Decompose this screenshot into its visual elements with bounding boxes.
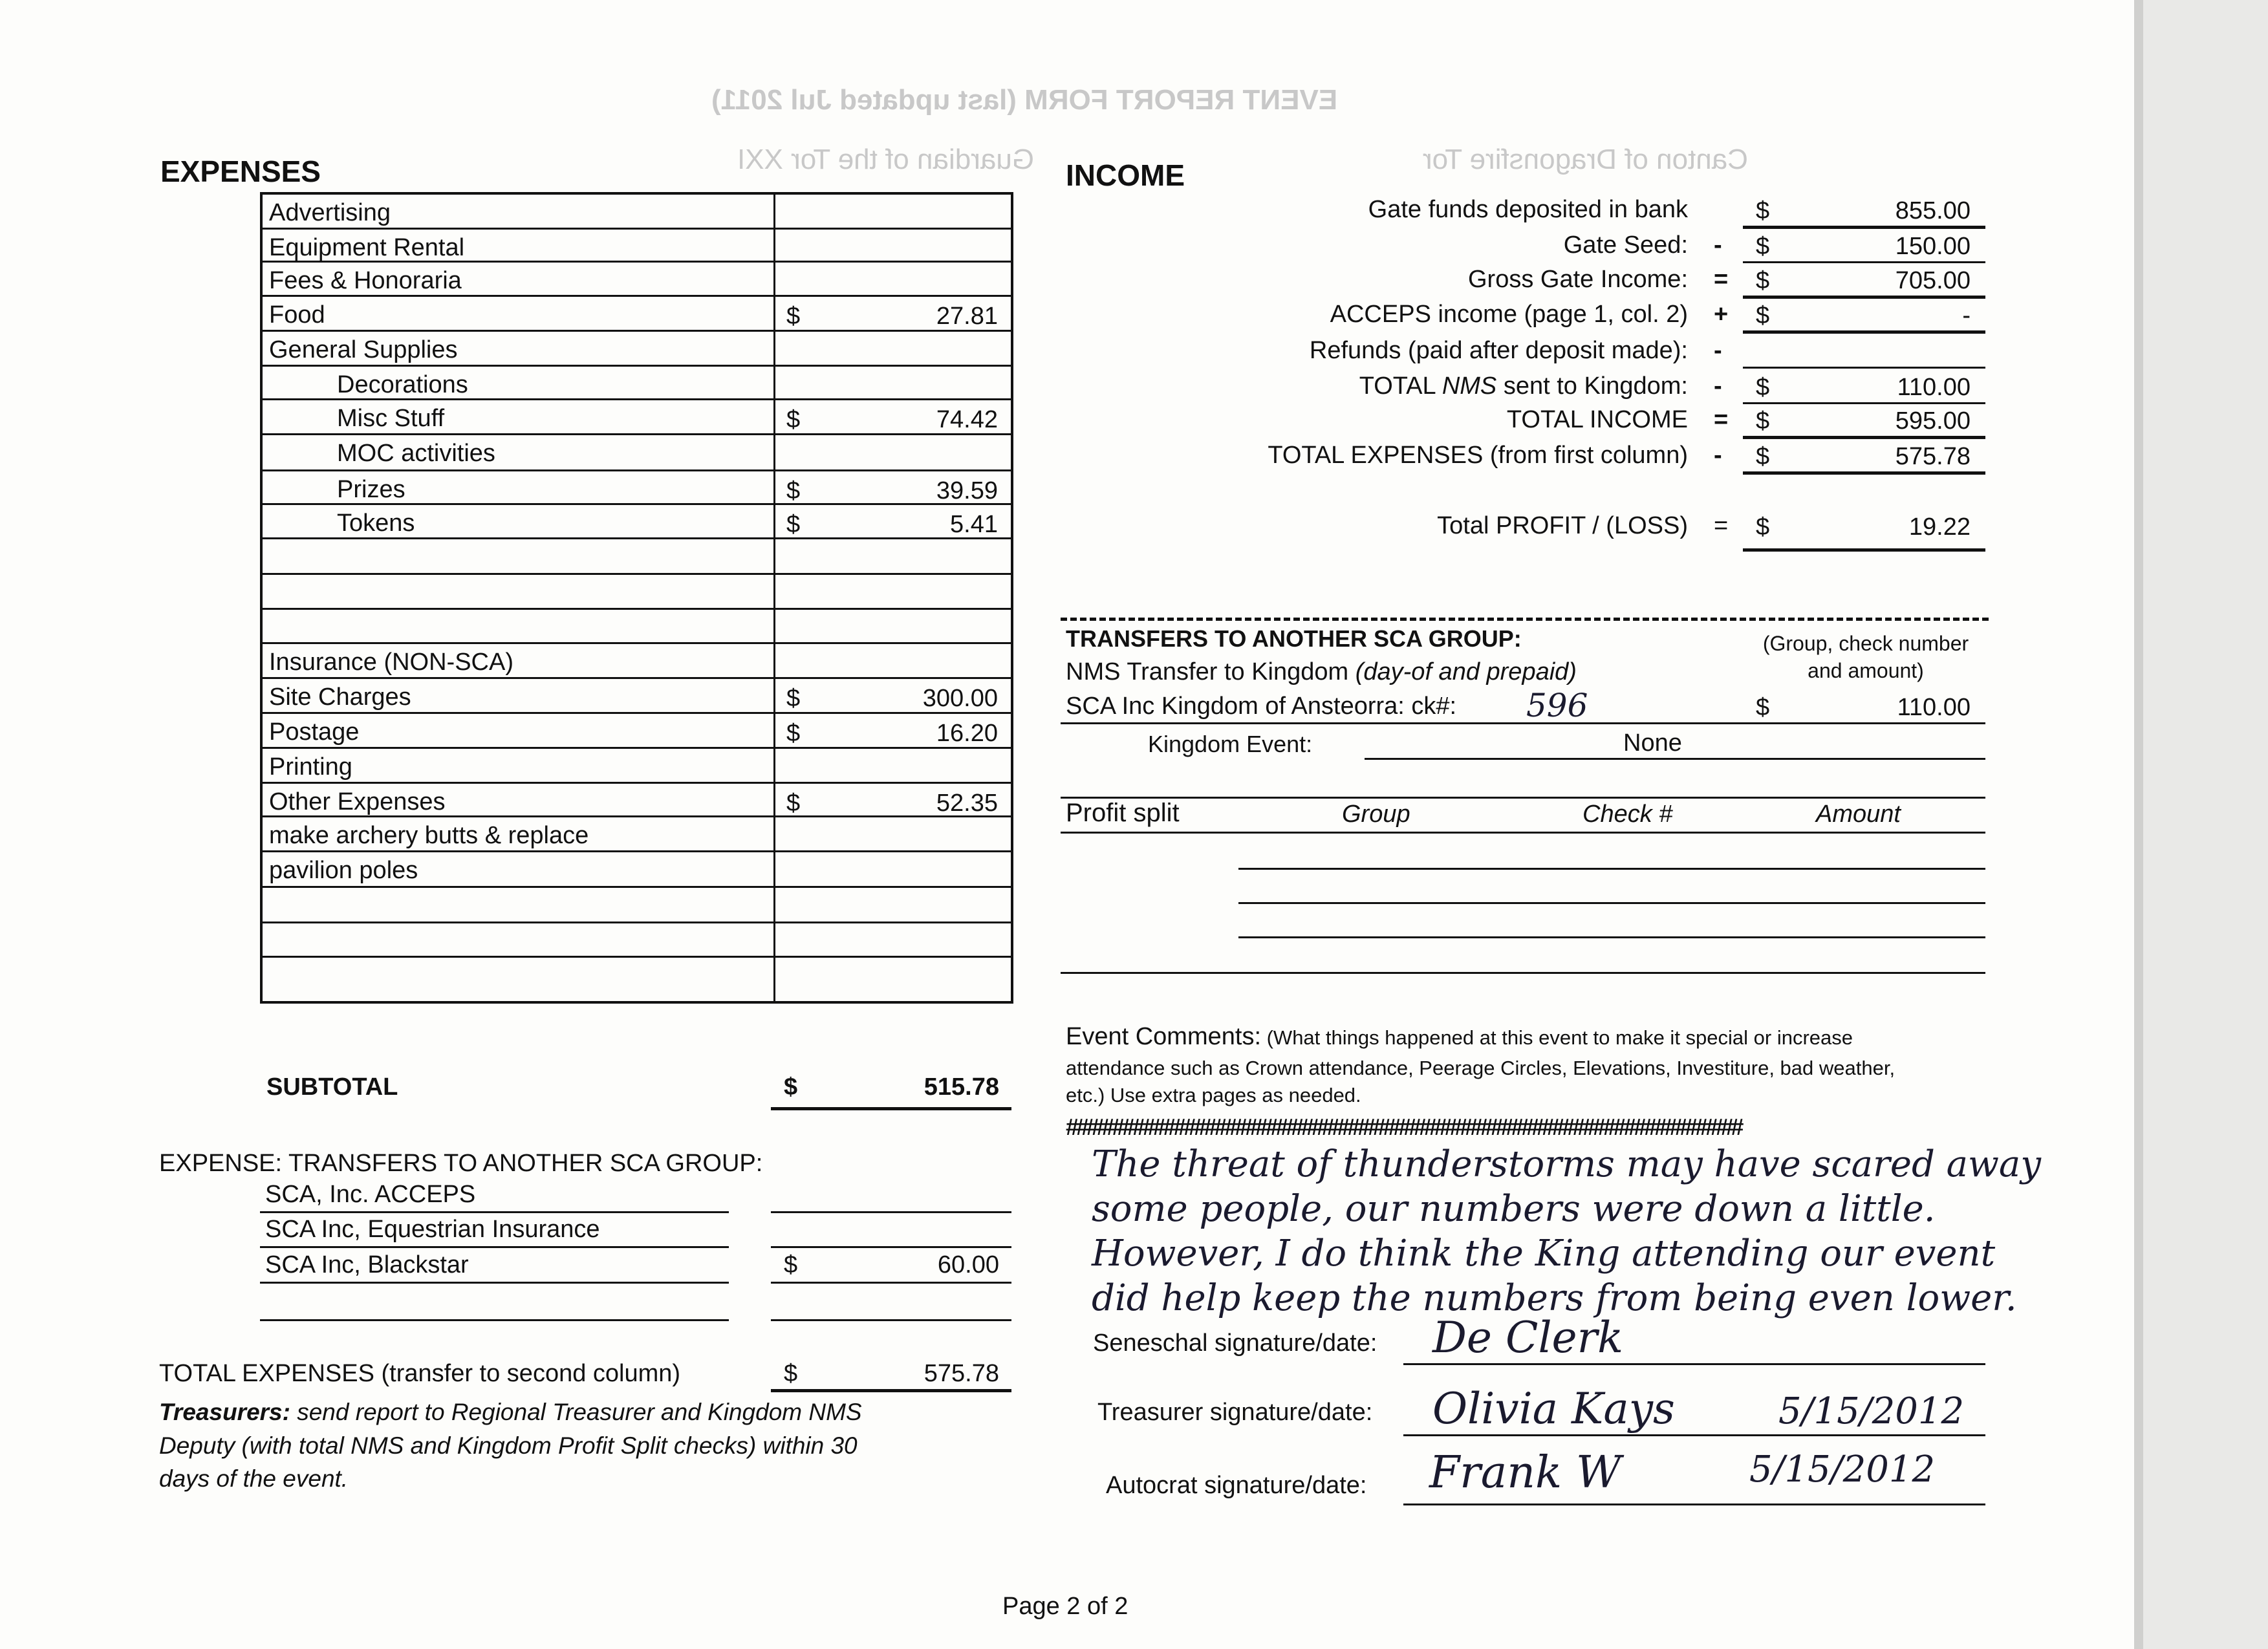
expenses-heading: EXPENSES: [160, 155, 321, 188]
expense-transfer-line: [260, 1246, 729, 1248]
expense-transfer-amount-line: [771, 1319, 1011, 1321]
expense-row-label: pavilion poles: [269, 857, 418, 884]
event-comments-label: Event Comments: (What things happened at this event to make it special or increase: [1066, 1023, 1853, 1050]
expense-row-label: Tokens: [337, 510, 415, 537]
income-row-label: [1099, 374, 1688, 398]
kingdom-event-value: None: [1623, 729, 1682, 757]
treasurer-note-line2: Deputy (with total NMS and Kingdom Profit Split checks) within 30: [159, 1432, 858, 1459]
sca-currency: $: [1756, 694, 1770, 721]
income-row-operator: =: [1714, 406, 1729, 433]
expense-row-amount: 52.35: [936, 790, 998, 817]
profit-split-col-check: Check #: [1582, 801, 1673, 828]
expense-row-currency: $: [786, 303, 801, 330]
income-row-amount: 855.00: [1895, 197, 1971, 224]
event-comments-hint-2: attendance such as Crown attendance, Peerage Circles, Elevations, Investiture, bad weather,: [1066, 1057, 1895, 1079]
income-row-amount: 575.78: [1895, 443, 1971, 470]
expense-row-amount: 5.41: [950, 511, 998, 538]
expense-row-label: Other Expenses: [269, 788, 446, 815]
expense-transfer-amount-line: [771, 1282, 1011, 1284]
income-row-label-ital: NMS: [1442, 372, 1497, 400]
income-row-operator: -: [1714, 232, 1722, 259]
expense-row: [263, 784, 1011, 817]
subtotal-label: SUBTOTAL: [266, 1073, 398, 1101]
expense-row-amount: 300.00: [922, 685, 998, 712]
sca-check-number: 596: [1526, 687, 1588, 724]
expense-transfer-amount-line: [771, 1211, 1011, 1213]
income-row-operator: -: [1714, 442, 1722, 469]
treasurer-note-line1: Treasurers: send report to Regional Treasurer and Kingdom NMS: [159, 1399, 862, 1425]
income-row-line: [1743, 296, 1985, 299]
nms-transfer-label: NMS Transfer to Kingdom (day-of and prepaid): [1066, 658, 1577, 685]
income-row-amount: -: [1962, 302, 1971, 329]
expense-row-currency: $: [786, 685, 801, 712]
kingdom-event-label: Kingdom Event:: [1148, 731, 1313, 757]
income-row-label: TOTAL EXPENSES (from first column): [1268, 442, 1688, 469]
expense-row-currency: $: [786, 790, 801, 817]
expense-row-currency: $: [786, 511, 801, 538]
expense-row: [263, 471, 1011, 505]
income-row-label: Gate funds deposited in bank: [1368, 196, 1688, 223]
sca-amount: 110.00: [1897, 694, 1971, 721]
expense-row: [263, 505, 1011, 539]
income-row-label: Gate Seed:: [1563, 232, 1688, 259]
seneschal-signature: De Clerk: [1432, 1313, 1624, 1363]
expense-transfer-line: [260, 1282, 729, 1284]
expense-row: [263, 817, 1011, 852]
expense-row-amount: 16.20: [936, 720, 998, 747]
subtotal-currency: $: [784, 1073, 798, 1101]
expense-row: [263, 367, 1011, 400]
handwritten-comment-1: The threat of thunderstorms may have scared away: [1092, 1143, 2041, 1185]
income-row-currency: $: [1756, 197, 1770, 224]
autocrat-signature-label: Autocrat signature/date:: [1106, 1472, 1367, 1499]
total-expenses-label: TOTAL EXPENSES (transfer to second column): [159, 1360, 681, 1387]
income-row-amount: 595.00: [1895, 407, 1971, 435]
section-divider: [1061, 618, 1989, 621]
expense-row-label: Decorations: [337, 371, 468, 398]
page-number: Page 2 of 2: [1002, 1593, 1129, 1620]
expense-transfer-label: SCA Inc, Equestrian Insurance: [265, 1216, 600, 1243]
profit-split-col-amount: Amount: [1816, 801, 1901, 828]
ghost-event: Guardian of the Tor XXI: [737, 144, 1035, 175]
expense-row-amount: 27.81: [936, 303, 998, 330]
income-heading: INCOME: [1066, 158, 1185, 192]
profit-label: Total PROFIT / (LOSS): [1437, 512, 1688, 539]
expense-transfer-currency: $: [784, 1251, 798, 1278]
page-edge-shadow: [2134, 0, 2143, 1649]
subtotal-amount: 515.78: [923, 1073, 999, 1101]
income-row-operator: +: [1714, 301, 1729, 328]
transfers-heading: TRANSFERS TO ANOTHER SCA GROUP:: [1066, 625, 1522, 652]
expense-row-currency: $: [786, 477, 801, 504]
income-row-operator: =: [1714, 266, 1729, 293]
expense-transfer-label: SCA, Inc. ACCEPS: [265, 1181, 476, 1208]
income-row-currency: $: [1756, 233, 1770, 260]
expense-row-label: General Supplies: [269, 336, 458, 363]
expense-row-label: Food: [269, 301, 325, 329]
income-row-currency: $: [1756, 267, 1770, 294]
treasurer-note-line3: days of the event.: [159, 1465, 349, 1492]
seneschal-signature-label: Seneschal signature/date:: [1093, 1330, 1377, 1357]
income-row-operator: -: [1714, 337, 1722, 364]
profit-split-col-group: Group: [1342, 801, 1410, 828]
income-row-label: TOTAL INCOME: [1506, 406, 1688, 433]
expense-row: [263, 644, 1011, 679]
expense-transfer-amount-line: [771, 1246, 1011, 1248]
expense-row-label: Fees & Honoraria: [269, 267, 462, 294]
expense-row: [263, 923, 1011, 958]
autocrat-signature: Frank W: [1429, 1447, 1621, 1498]
expense-row: [263, 575, 1011, 610]
profit-split-label: Profit split: [1066, 799, 1180, 827]
income-row-currency: $: [1756, 443, 1770, 470]
transfers-note: (Group, check number and amount): [1762, 632, 1969, 682]
expense-row-amount: 74.42: [936, 406, 998, 433]
income-row-amount: 150.00: [1895, 233, 1971, 260]
income-row-operator: -: [1714, 372, 1722, 400]
expense-row-label: Equipment Rental: [269, 234, 465, 261]
income-row-line: [1743, 436, 1985, 439]
expense-row-label: Site Charges: [269, 684, 411, 711]
income-row-label: Gross Gate Income:: [1467, 266, 1688, 293]
autocrat-signature-date: 5/15/2012: [1749, 1449, 1936, 1491]
expense-row-label: Postage: [269, 718, 360, 746]
income-row-label-pre: TOTAL: [1359, 372, 1442, 400]
profit-op: =: [1714, 512, 1729, 539]
income-row-line: [1743, 367, 1985, 369]
treasurer-signature-date: 5/15/2012: [1778, 1390, 1965, 1432]
expense-transfer-label: SCA Inc, Blackstar: [265, 1251, 469, 1278]
expense-row: [263, 332, 1011, 367]
income-row-currency: $: [1756, 302, 1770, 329]
income-row-label: ACCEPS income (page 1, col. 2): [1330, 301, 1688, 328]
sca-kingdom-label: SCA Inc Kingdom of Ansteorra: ck#:: [1066, 693, 1457, 720]
income-row-label-post: sent to Kingdom:: [1496, 372, 1688, 400]
handwritten-comment-3: However, I do think the King attending our event: [1092, 1233, 1996, 1275]
expense-row: [263, 714, 1011, 749]
expense-row-label: make archery butts & replace: [269, 822, 589, 849]
expense-row-label: MOC activities: [337, 440, 495, 467]
total-expenses-currency: $: [784, 1360, 798, 1387]
expense-row: [263, 230, 1011, 263]
total-expenses-amount: 575.78: [923, 1360, 999, 1387]
expenses-table: [260, 192, 1013, 1004]
expense-row-currency: $: [786, 406, 801, 433]
expense-row: [263, 888, 1011, 923]
income-row-currency: $: [1756, 407, 1770, 435]
expense-transfer-line: [260, 1319, 729, 1321]
ghost-group: Canton of Dragonsfire Tor: [1423, 144, 1749, 175]
income-row-line: [1743, 261, 1985, 263]
expense-row: [263, 749, 1011, 784]
expense-row-label: Printing: [269, 753, 352, 781]
income-row-amount: 705.00: [1895, 267, 1971, 294]
expense-row-currency: $: [786, 720, 801, 747]
income-row-line: [1743, 226, 1985, 229]
event-comments-hint-3: etc.) Use extra pages as needed.: [1066, 1084, 1361, 1106]
expense-row: [263, 539, 1011, 575]
treasurer-note-bold: Treasurers:: [159, 1399, 290, 1425]
treasurer-signature: Olivia Kays: [1432, 1384, 1675, 1434]
hash-separator: ##################################################################: [1066, 1114, 1742, 1140]
expense-row-label: Misc Stuff: [337, 405, 445, 432]
ghost-title: EVENT REPORT FORM (last updated Jul 2011): [711, 84, 1338, 116]
expense-row: [263, 610, 1011, 644]
expense-row: [263, 679, 1011, 714]
income-row-amount: 110.00: [1897, 374, 1971, 401]
expense-row: [263, 195, 1011, 230]
income-row-line: [1743, 330, 1985, 334]
treasurer-signature-label: Treasurer signature/date:: [1097, 1399, 1373, 1426]
profit-amount: 19.22: [1908, 513, 1971, 541]
expense-row: [263, 263, 1011, 297]
income-row-line: [1743, 471, 1985, 475]
income-row-currency: $: [1756, 374, 1770, 401]
expense-row-label: Advertising: [269, 199, 391, 226]
expense-row: [263, 958, 1011, 1001]
expense-row: [263, 297, 1011, 332]
handwritten-comment-2: some people, our numbers were down a little.: [1092, 1188, 1936, 1230]
expense-row: [263, 852, 1011, 888]
expense-row: [263, 435, 1011, 471]
expense-row: [263, 400, 1011, 435]
expense-transfers-heading: EXPENSE: TRANSFERS TO ANOTHER SCA GROUP:: [159, 1150, 763, 1177]
expense-row-label: Prizes: [337, 476, 405, 503]
expense-row-label: Insurance (NON-SCA): [269, 649, 513, 676]
expense-row-amount: 39.59: [936, 477, 998, 504]
income-row-label: Refunds (paid after deposit made):: [1309, 337, 1688, 364]
profit-currency: $: [1756, 513, 1770, 541]
expense-transfer-amount: 60.00: [937, 1251, 999, 1278]
handwritten-comment-4: did help keep the numbers from being even lower.: [1092, 1277, 2017, 1319]
income-row-line: [1743, 402, 1985, 404]
expense-transfer-line: [260, 1211, 729, 1213]
